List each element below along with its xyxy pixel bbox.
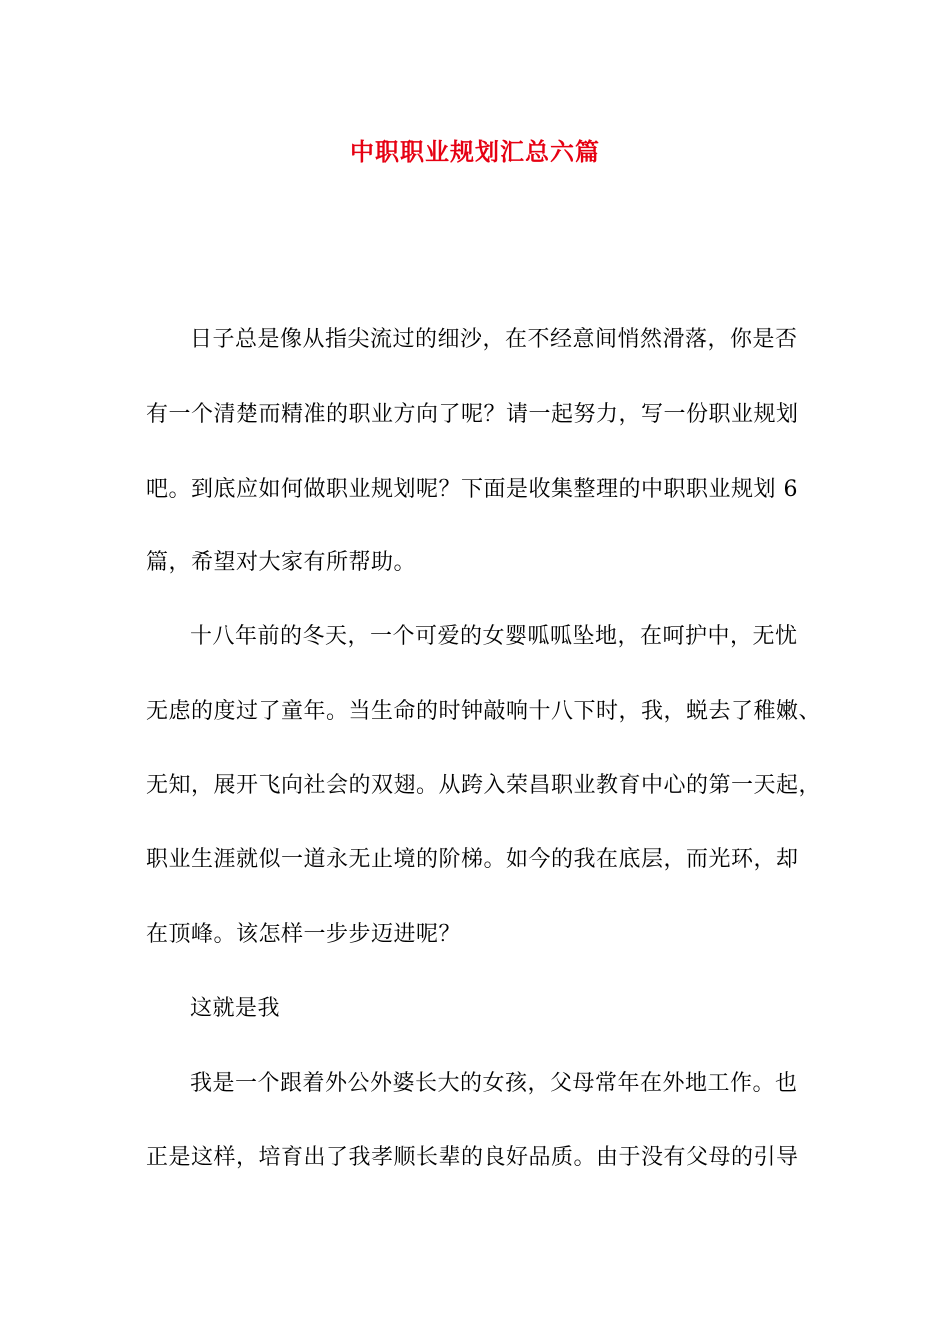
paragraph-line: 篇，希望对大家有所帮助。 bbox=[146, 550, 417, 575]
paragraph-line: 职业生涯就似一道永无止境的阶梯。如今的我在底层，而光环，却 bbox=[146, 847, 799, 872]
document-title: 中职职业规划汇总六篇 bbox=[350, 137, 600, 166]
paragraph-line: 我是一个跟着外公外婆长大的女孩，父母常年在外地工作。也 bbox=[190, 1071, 798, 1096]
paragraph-line: 吧。到底应如何做职业规划呢？下面是收集整理的中职职业规划 6 bbox=[146, 477, 798, 502]
paragraph-line: 正是这样，培育出了我孝顺长辈的良好品质。由于没有父母的引导 bbox=[146, 1145, 799, 1170]
paragraph-line: 在顶峰。该怎样一步步迈进呢？ bbox=[146, 922, 462, 947]
section-heading: 这就是我 bbox=[190, 996, 281, 1021]
paragraph-line: 十八年前的冬天，一个可爱的女婴呱呱坠地，在呵护中，无忧 bbox=[190, 624, 798, 649]
paragraph-line: 无虑的度过了童年。当生命的时钟敲响十八下时，我，蜕去了稚嫩、 bbox=[146, 699, 822, 724]
paragraph-line: 无知，展开飞向社会的双翅。从跨入荣昌职业教育中心的第一天起， bbox=[146, 773, 822, 798]
paragraph-line: 日子总是像从指尖流过的细沙，在不经意间悄然滑落，你是否 bbox=[190, 327, 798, 352]
paragraph-line: 有一个清楚而精准的职业方向了呢？请一起努力，写一份职业规划 bbox=[146, 402, 799, 427]
